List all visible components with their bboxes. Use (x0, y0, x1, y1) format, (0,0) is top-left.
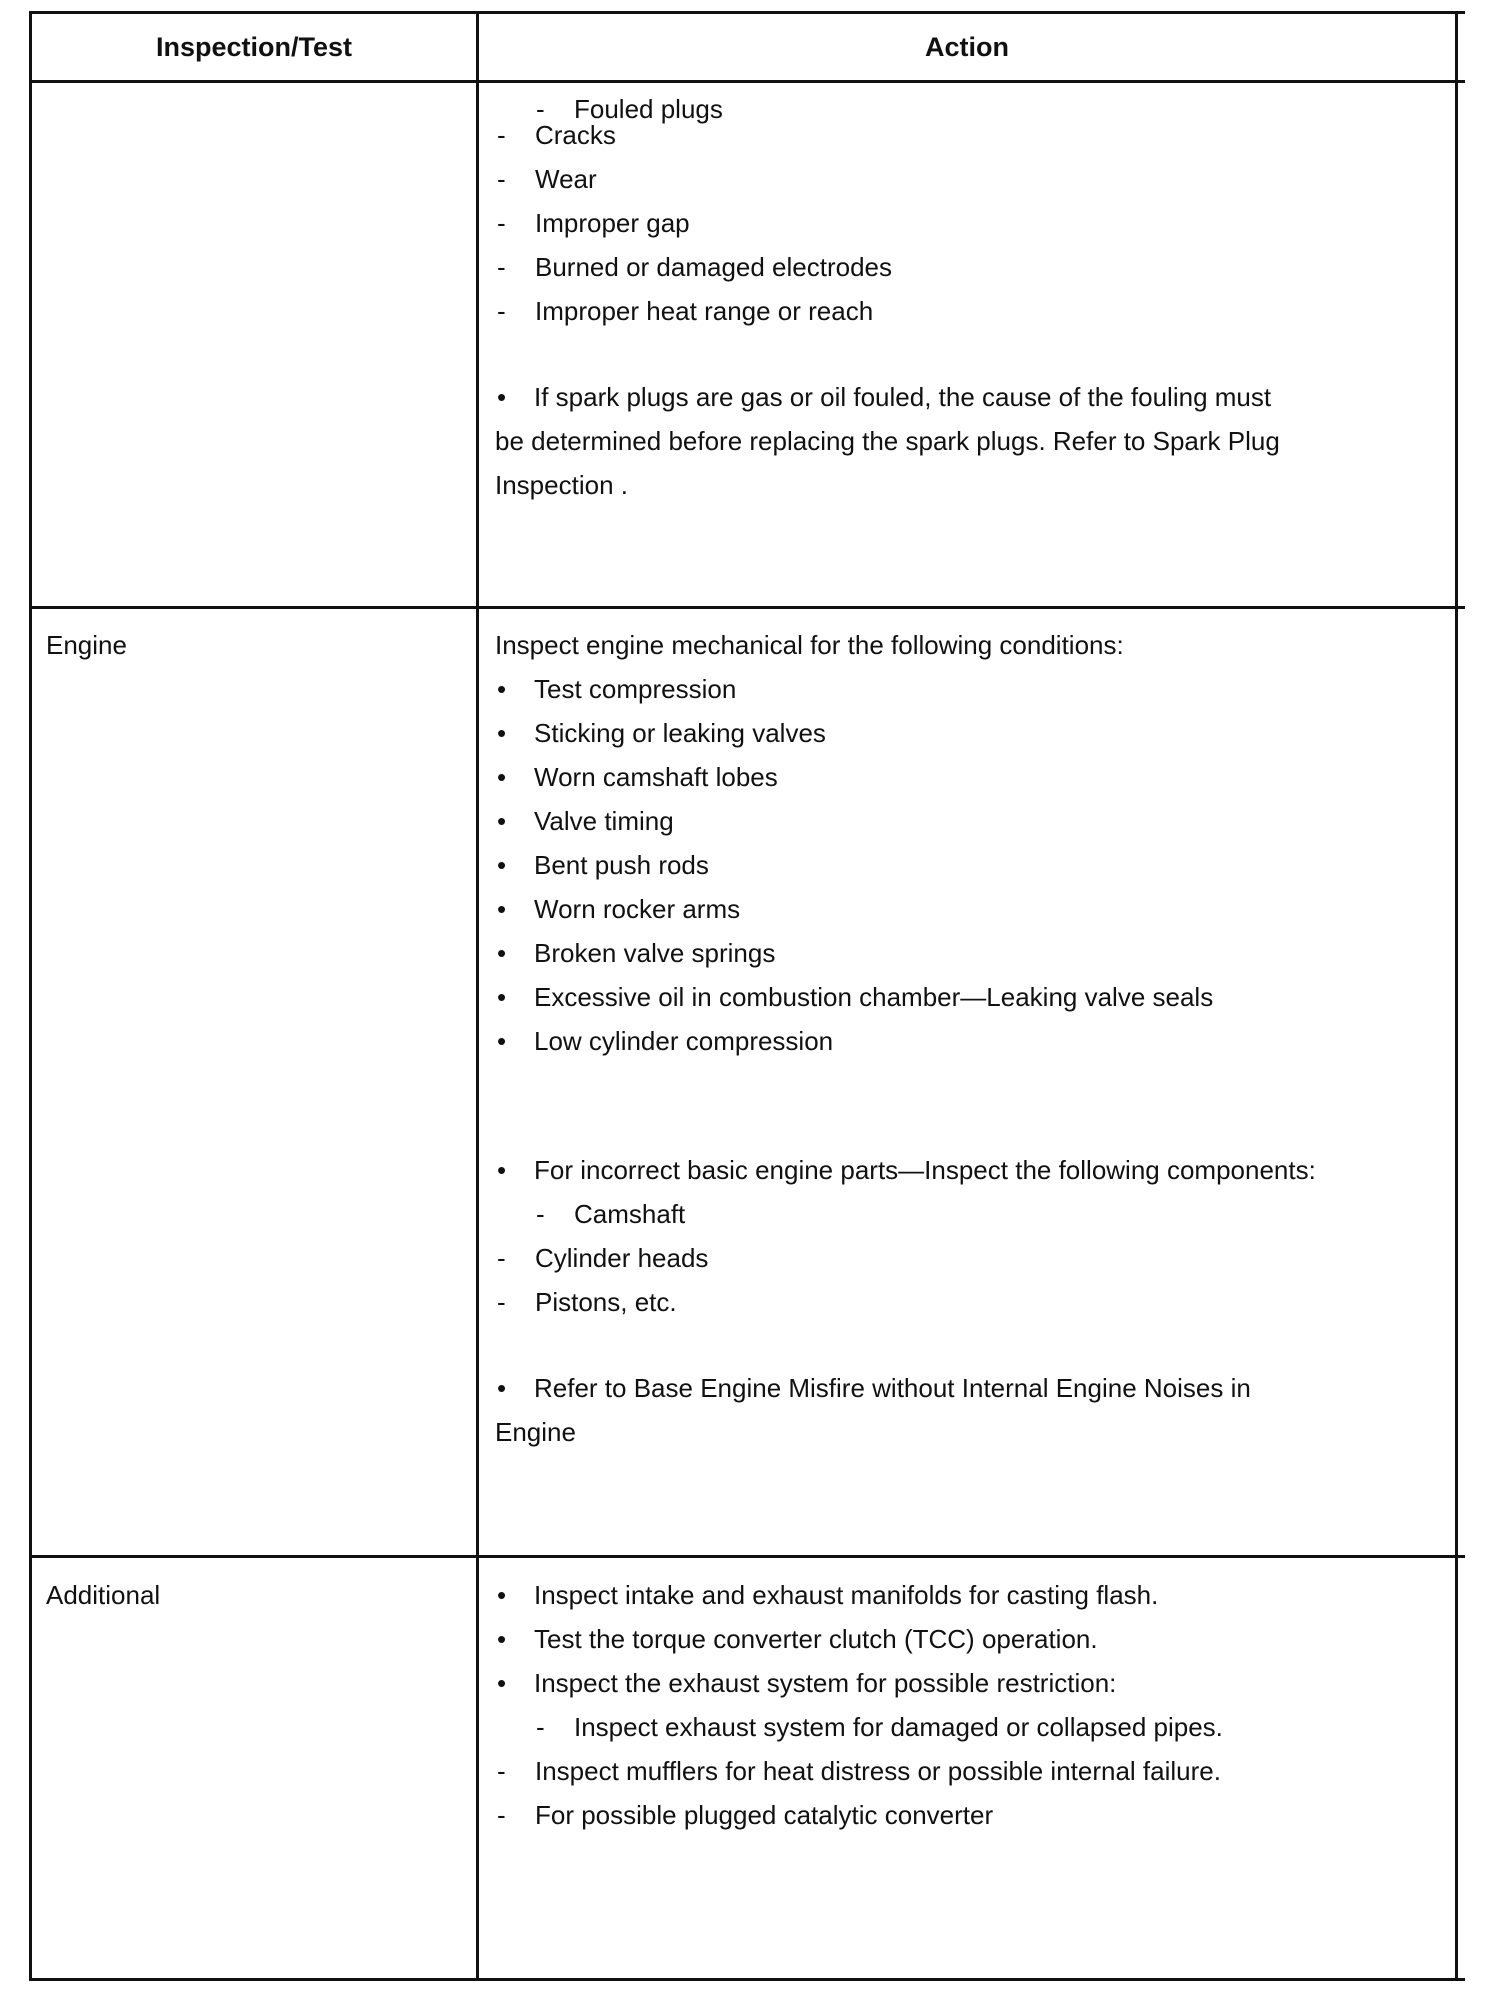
row-divider (29, 1555, 1465, 1558)
bullet-marker: • (497, 1668, 507, 1698)
dash-marker: - (497, 208, 506, 238)
list-item: Test compression (534, 674, 737, 704)
paragraph-line: Refer to Base Engine Misfire without Internal Engine Noises in (534, 1373, 1251, 1403)
dash-marker: - (497, 1287, 506, 1317)
list-item: Wear (535, 164, 597, 194)
list-item: Improper gap (535, 208, 690, 238)
bullet-marker: • (497, 982, 507, 1012)
paragraph-line: Inspect engine mechanical for the following conditions: (495, 630, 1124, 660)
bullet-marker: • (497, 1624, 507, 1654)
list-item: Burned or damaged electrodes (535, 252, 893, 282)
bullet-marker: • (497, 1373, 507, 1403)
dash-marker: - (497, 296, 506, 326)
dash-marker: - (497, 120, 506, 150)
list-item: Inspect intake and exhaust manifolds for casting flash. (534, 1580, 1159, 1610)
list-item: For incorrect basic engine parts—Inspect the following components: (534, 1155, 1316, 1185)
paragraph-line: If spark plugs are gas or oil fouled, the cause of the fouling must (534, 382, 1272, 412)
list-item: Improper heat range or reach (535, 296, 874, 326)
table-border-right (1455, 11, 1458, 1981)
list-item: Pistons, etc. (535, 1287, 677, 1317)
list-item: Camshaft (574, 1199, 686, 1229)
list-item: Inspect exhaust system for damaged or collapsed pipes. (574, 1712, 1223, 1742)
paragraph-line: Inspection . (495, 470, 628, 500)
row-divider (29, 606, 1465, 609)
list-item: Worn camshaft lobes (534, 762, 778, 792)
list-item: Sticking or leaking valves (534, 718, 826, 748)
column-divider (476, 11, 479, 1981)
row-label-additional: Additional (46, 1580, 161, 1610)
bullet-marker: • (497, 850, 507, 880)
row-label-engine: Engine (46, 630, 127, 660)
header-action: Action (925, 32, 1009, 62)
list-item: Bent push rods (534, 850, 709, 880)
list-item: Test the torque converter clutch (TCC) operation. (534, 1624, 1098, 1654)
dash-marker: - (497, 1756, 506, 1786)
list-item: Cylinder heads (535, 1243, 709, 1273)
list-item: For possible plugged catalytic converter (535, 1800, 994, 1830)
bullet-marker: • (497, 674, 507, 704)
list-item: Inspect the exhaust system for possible restriction: (534, 1668, 1117, 1698)
list-item: Fouled plugs (574, 94, 723, 124)
dash-marker: - (497, 164, 506, 194)
bullet-marker: • (497, 806, 507, 836)
bullet-marker: • (497, 1580, 507, 1610)
dash-marker: - (497, 1243, 506, 1273)
bullet-marker: • (497, 718, 507, 748)
list-item: Excessive oil in combustion chamber—Leaking valve seals (534, 982, 1214, 1012)
list-item: Valve timing (534, 806, 674, 836)
list-item: Low cylinder compression (534, 1026, 834, 1056)
dash-marker: - (536, 1199, 545, 1229)
bullet-marker: • (497, 894, 507, 924)
bullet-marker: • (497, 762, 507, 792)
header-inspection-test: Inspection/Test (155, 32, 353, 62)
bullet-marker: • (497, 1155, 507, 1185)
list-item: Cracks (535, 120, 616, 150)
table-border-bottom (29, 1978, 1465, 1981)
paragraph-line: be determined before replacing the spark plugs. Refer to Spark Plug (495, 426, 1280, 456)
dash-marker: - (536, 94, 545, 124)
list-item: Inspect mufflers for heat distress or possible internal failure. (535, 1756, 1221, 1786)
header-divider (29, 80, 1465, 83)
dash-marker: - (536, 1712, 545, 1742)
list-item: Worn rocker arms (534, 894, 741, 924)
dash-marker: - (497, 252, 506, 282)
dash-marker: - (497, 1800, 506, 1830)
table-border-top (29, 11, 1465, 14)
list-item: Broken valve springs (534, 938, 776, 968)
bullet-marker: • (497, 1026, 507, 1056)
bullet-marker: • (497, 382, 507, 412)
bullet-marker: • (497, 938, 507, 968)
paragraph-line: Engine (495, 1417, 576, 1447)
table-border-left (29, 11, 32, 1981)
